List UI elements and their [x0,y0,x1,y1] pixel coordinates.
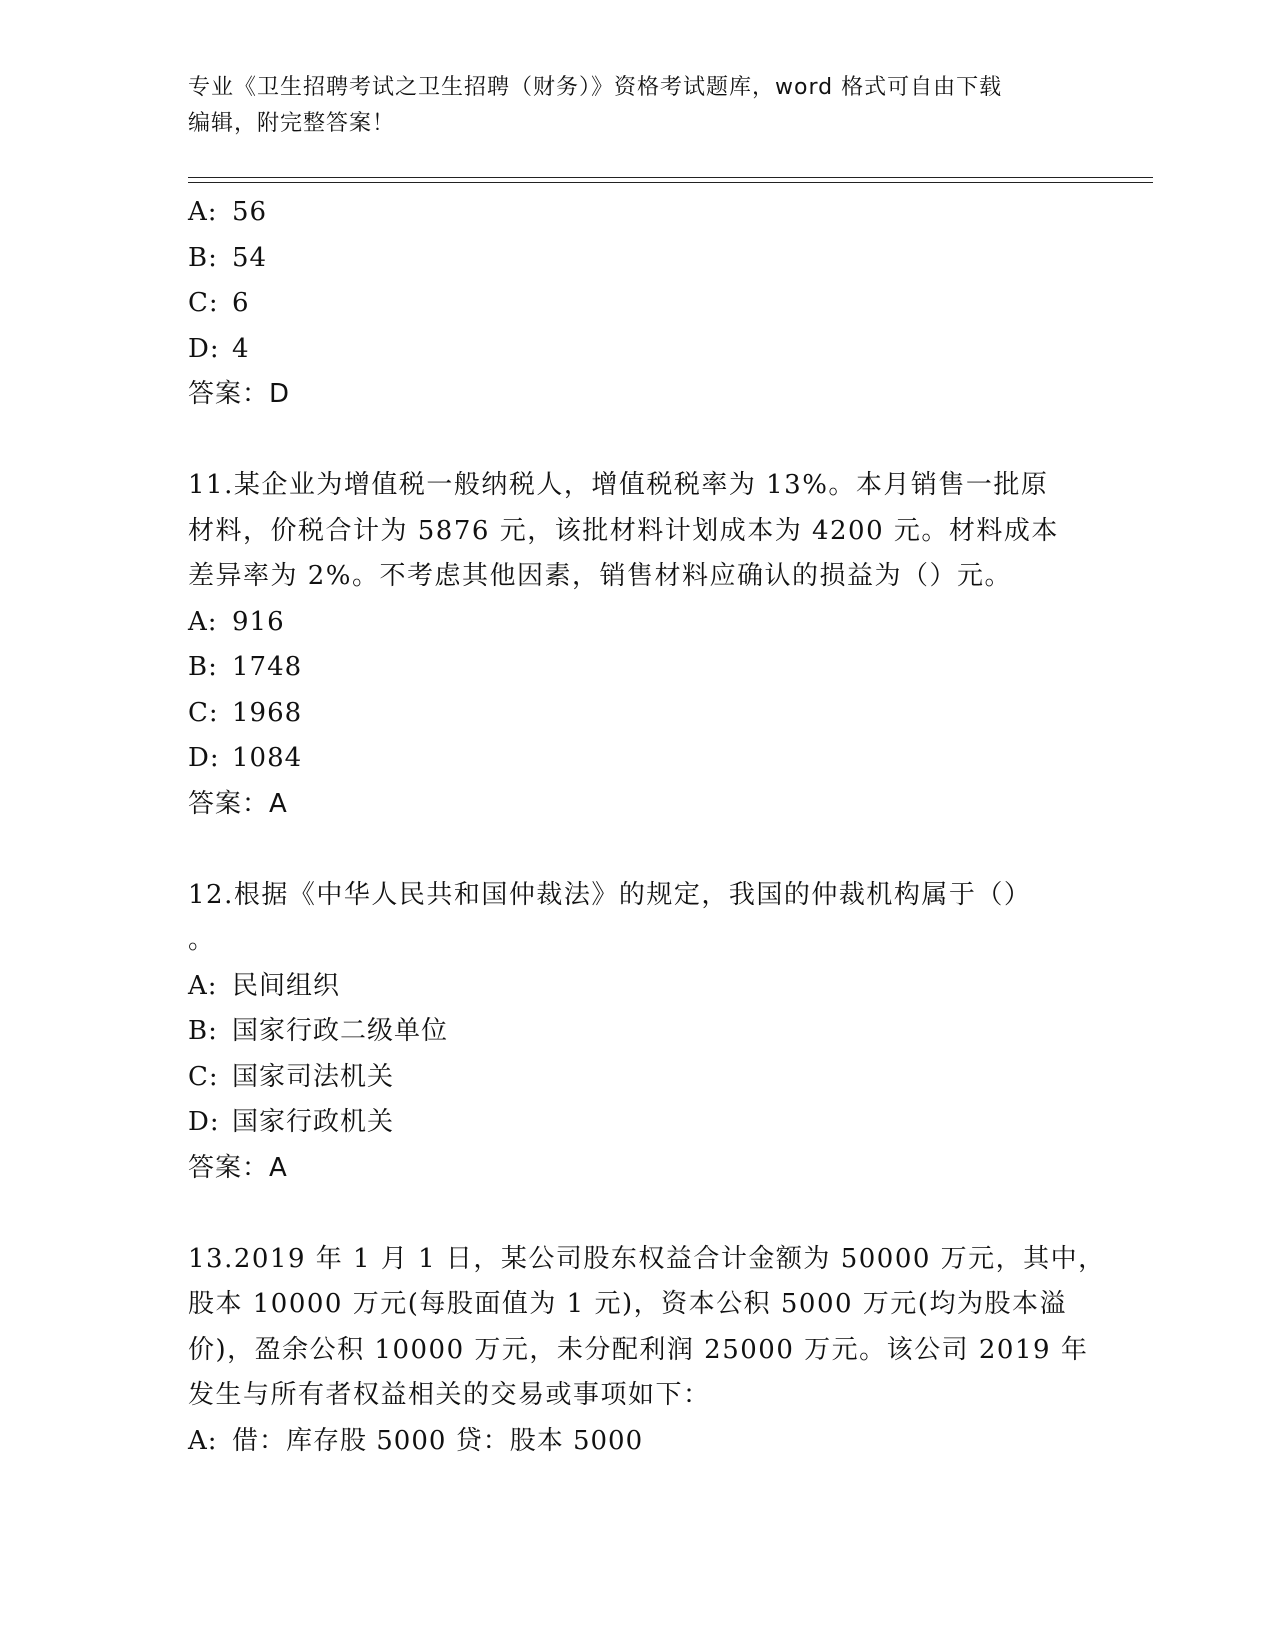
question-text-line: 13.2019 年 1 月 1 日，某公司股东权益合计金额为 50000 万元，其中， [188,1243,1106,1274]
spacer [188,1191,1068,1237]
question-text-line: 价)，盈余公积 10000 万元，未分配利润 25000 万元。该公司 2019 年 [188,1334,1089,1365]
header-line-2: 编辑，附完整答案！ [188,111,396,136]
question-text-line: 12.根据《中华人民共和国仲裁法》的规定，我国的仲裁机构属于（） [188,879,1032,910]
option-d: D: 国家行政机关 [188,1107,395,1137]
question-text-line: 发生与所有者权益相关的交易或事项如下： [188,1380,711,1410]
option-a: A: 民间组织 [188,970,341,1001]
option-d: D: 1084 [188,743,303,773]
option-a: A: 916 [188,606,285,637]
option-a: A: 56 [188,197,268,227]
question-text-line: 材料，价税合计为 5876 元，该批材料计划成本为 4200 元。材料成本 [188,515,1059,546]
option-c: C: 1968 [188,697,303,728]
header-divider-top [188,177,1153,178]
question-text-line: 11.某企业为增值税一般纳税人，增值税税率为 13%。本月销售一批原 [188,470,1049,500]
question-13 [188,1237,1106,1465]
option-d: D: 4 [188,333,250,364]
answer-line: 答案：D [188,379,291,409]
header-line-1: 专业《卫生招聘考试之卫生招聘（财务）》资格考试题库，word 格式可自由下载 [188,75,1003,100]
option-c: C: 6 [188,288,250,318]
question-12 [188,873,1068,1192]
spacer [188,418,1068,464]
document-header [188,70,1068,142]
option-a: A: 借：库存股 5000 贷：股本 5000 [188,1425,644,1456]
option-b: B: 1748 [188,652,303,682]
question-11 [188,463,1068,827]
question-content [188,190,1106,1464]
answer-line: 答案：A [188,788,288,819]
header-divider-bottom [188,182,1153,183]
option-b: B: 国家行政二级单位 [188,1016,449,1046]
question-text-line: 差异率为 2%。不考虑其他因素，销售材料应确认的损益为（）元。 [188,561,1013,591]
spacer [188,827,1068,873]
option-c: C: 国家司法机关 [188,1061,395,1092]
question-text-line: 股本 10000 万元(每股面值为 1 元)，资本公积 5000 万元(均为股本溢 [188,1289,1067,1319]
answer-line: 答案：A [188,1152,288,1183]
question-10-options [188,190,1068,418]
option-b: B: 54 [188,242,268,273]
question-text-line: 。 [188,925,216,955]
